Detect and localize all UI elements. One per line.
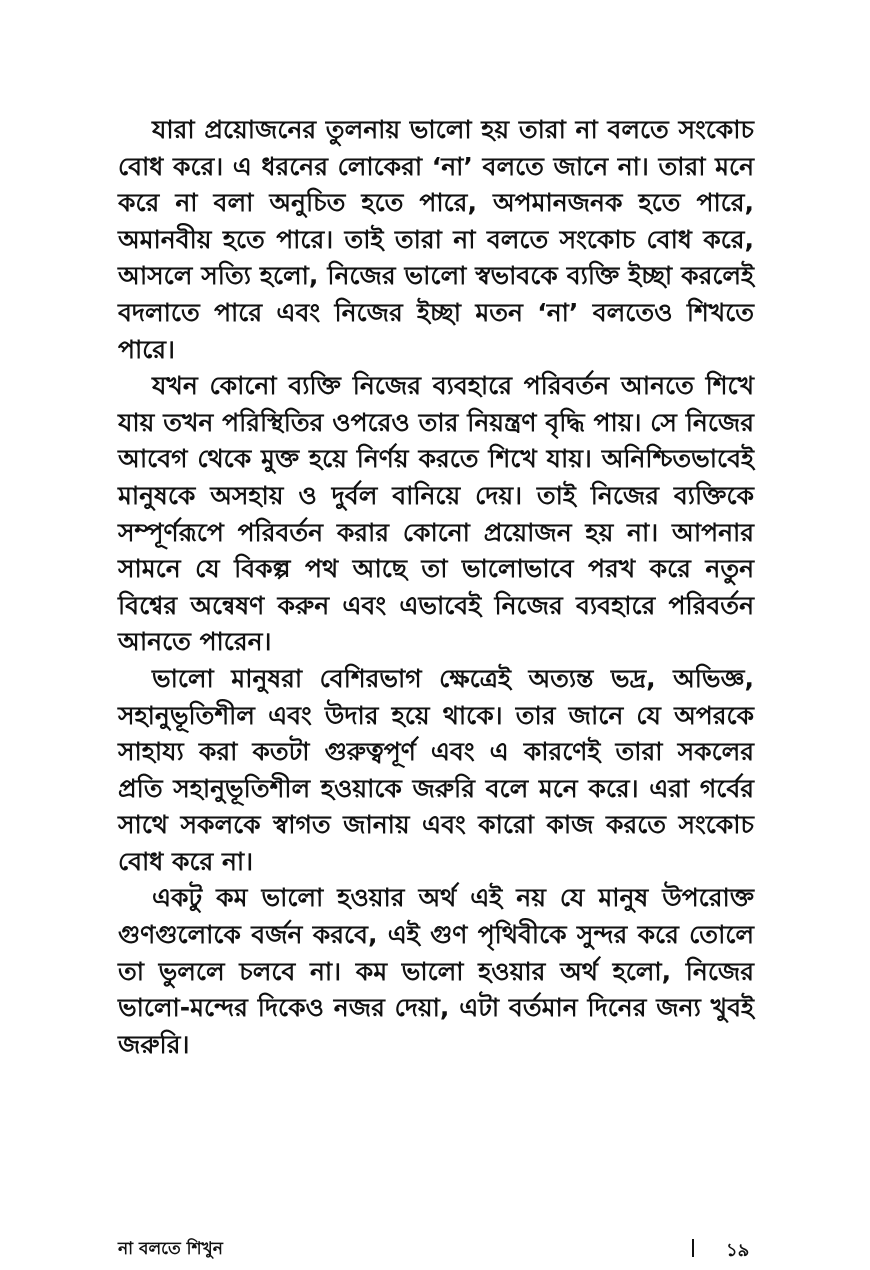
paragraph-1: যারা প্রয়োজনের তুলনায় ভালো হয় তারা না বলতে সংকোচ বোধ করে। এ ধরনের লোকেরা ‘না’ বলতে জানে না। তারা মনে করে না বলা অনুচিত হতে পারে, অপমানজনক হতে পারে, অমানবীয় হতে পারে। তাই তারা না বলতে সংকোচ বোধ করে, আসলে সত্যি হলো, নিজের ভালো স্বভাবকে ব্যক্তি ইচ্ছা করলেই বদলাতে পারে এবং নিজের ইচ্ছা মতন ‘না’ বলতেও শিখতে পারে। (118, 115, 754, 364)
body-text (118, 112, 754, 1063)
paragraph-2: যখন কোনো ব্যক্তি নিজের ব্যবহারে পরিবর্তন আনতে শিখে যায় তখন পরিস্থিতির ওপরেও তার নিয়ন্ত্রণ বৃদ্ধি পায়। সে নিজের আবেগ থেকে মুক্ত হয়ে নির্ণয় করতে শিখে যায়। অনিশ্চিতভাবেই মানুষকে অসহায় ও দুর্বল বানিয়ে দেয়। তাই নিজের ব্যক্তিকে সম্পূর্ণরূপে পরিবর্তন করার কোনো প্রয়োজন হয় না। আপনার সামনে যে বিকল্প পথ আছে তা ভালোভাবে পরখ করে নতুন বিশ্বের অন্বেষণ করুন এবং এভাবেই নিজের ব্যবহারে পরিবর্তন আনতে পারেন। (118, 371, 754, 657)
paragraph-3: ভালো মানুষরা বেশিরভাগ ক্ষেত্রেই অত্যন্ত ভদ্র, অভিজ্ঞ, সহানুভূতিশীল এবং উদার হয়ে থাকে। তার জানে যে অপরকে সাহায্য করা কতটা গুরুত্বপূর্ণ এবং এ কারণেই তারা সকলের প্রতি সহানুভূতিশীল হওয়াকে জরুরি বলে মনে করে। এরা গর্বের সাথে সকলকে স্বাগত জানায় এবং কারো কাজ করতে সংকোচ বোধ করে না। (118, 663, 754, 876)
paragraph-4: একটু কম ভালো হওয়ার অর্থ এই নয় যে মানুষ উপরোক্ত গুণগুলোকে বর্জন করবে, এই গুণ পৃথিবীকে সুন্দর করে তোলে তা ভুললে চলবে না। কম ভালো হওয়ার অর্থ হলো, নিজের ভালো-মন্দের দিকেও নজর দেয়া, এটা বর্তমান দিনের জন্য খুবই জরুরি। (118, 883, 755, 1059)
footer-book-title: না বলতে শিখুন (118, 1239, 223, 1259)
footer-separator (692, 1239, 694, 1257)
footer-page-number: ১৯ (726, 1240, 750, 1261)
